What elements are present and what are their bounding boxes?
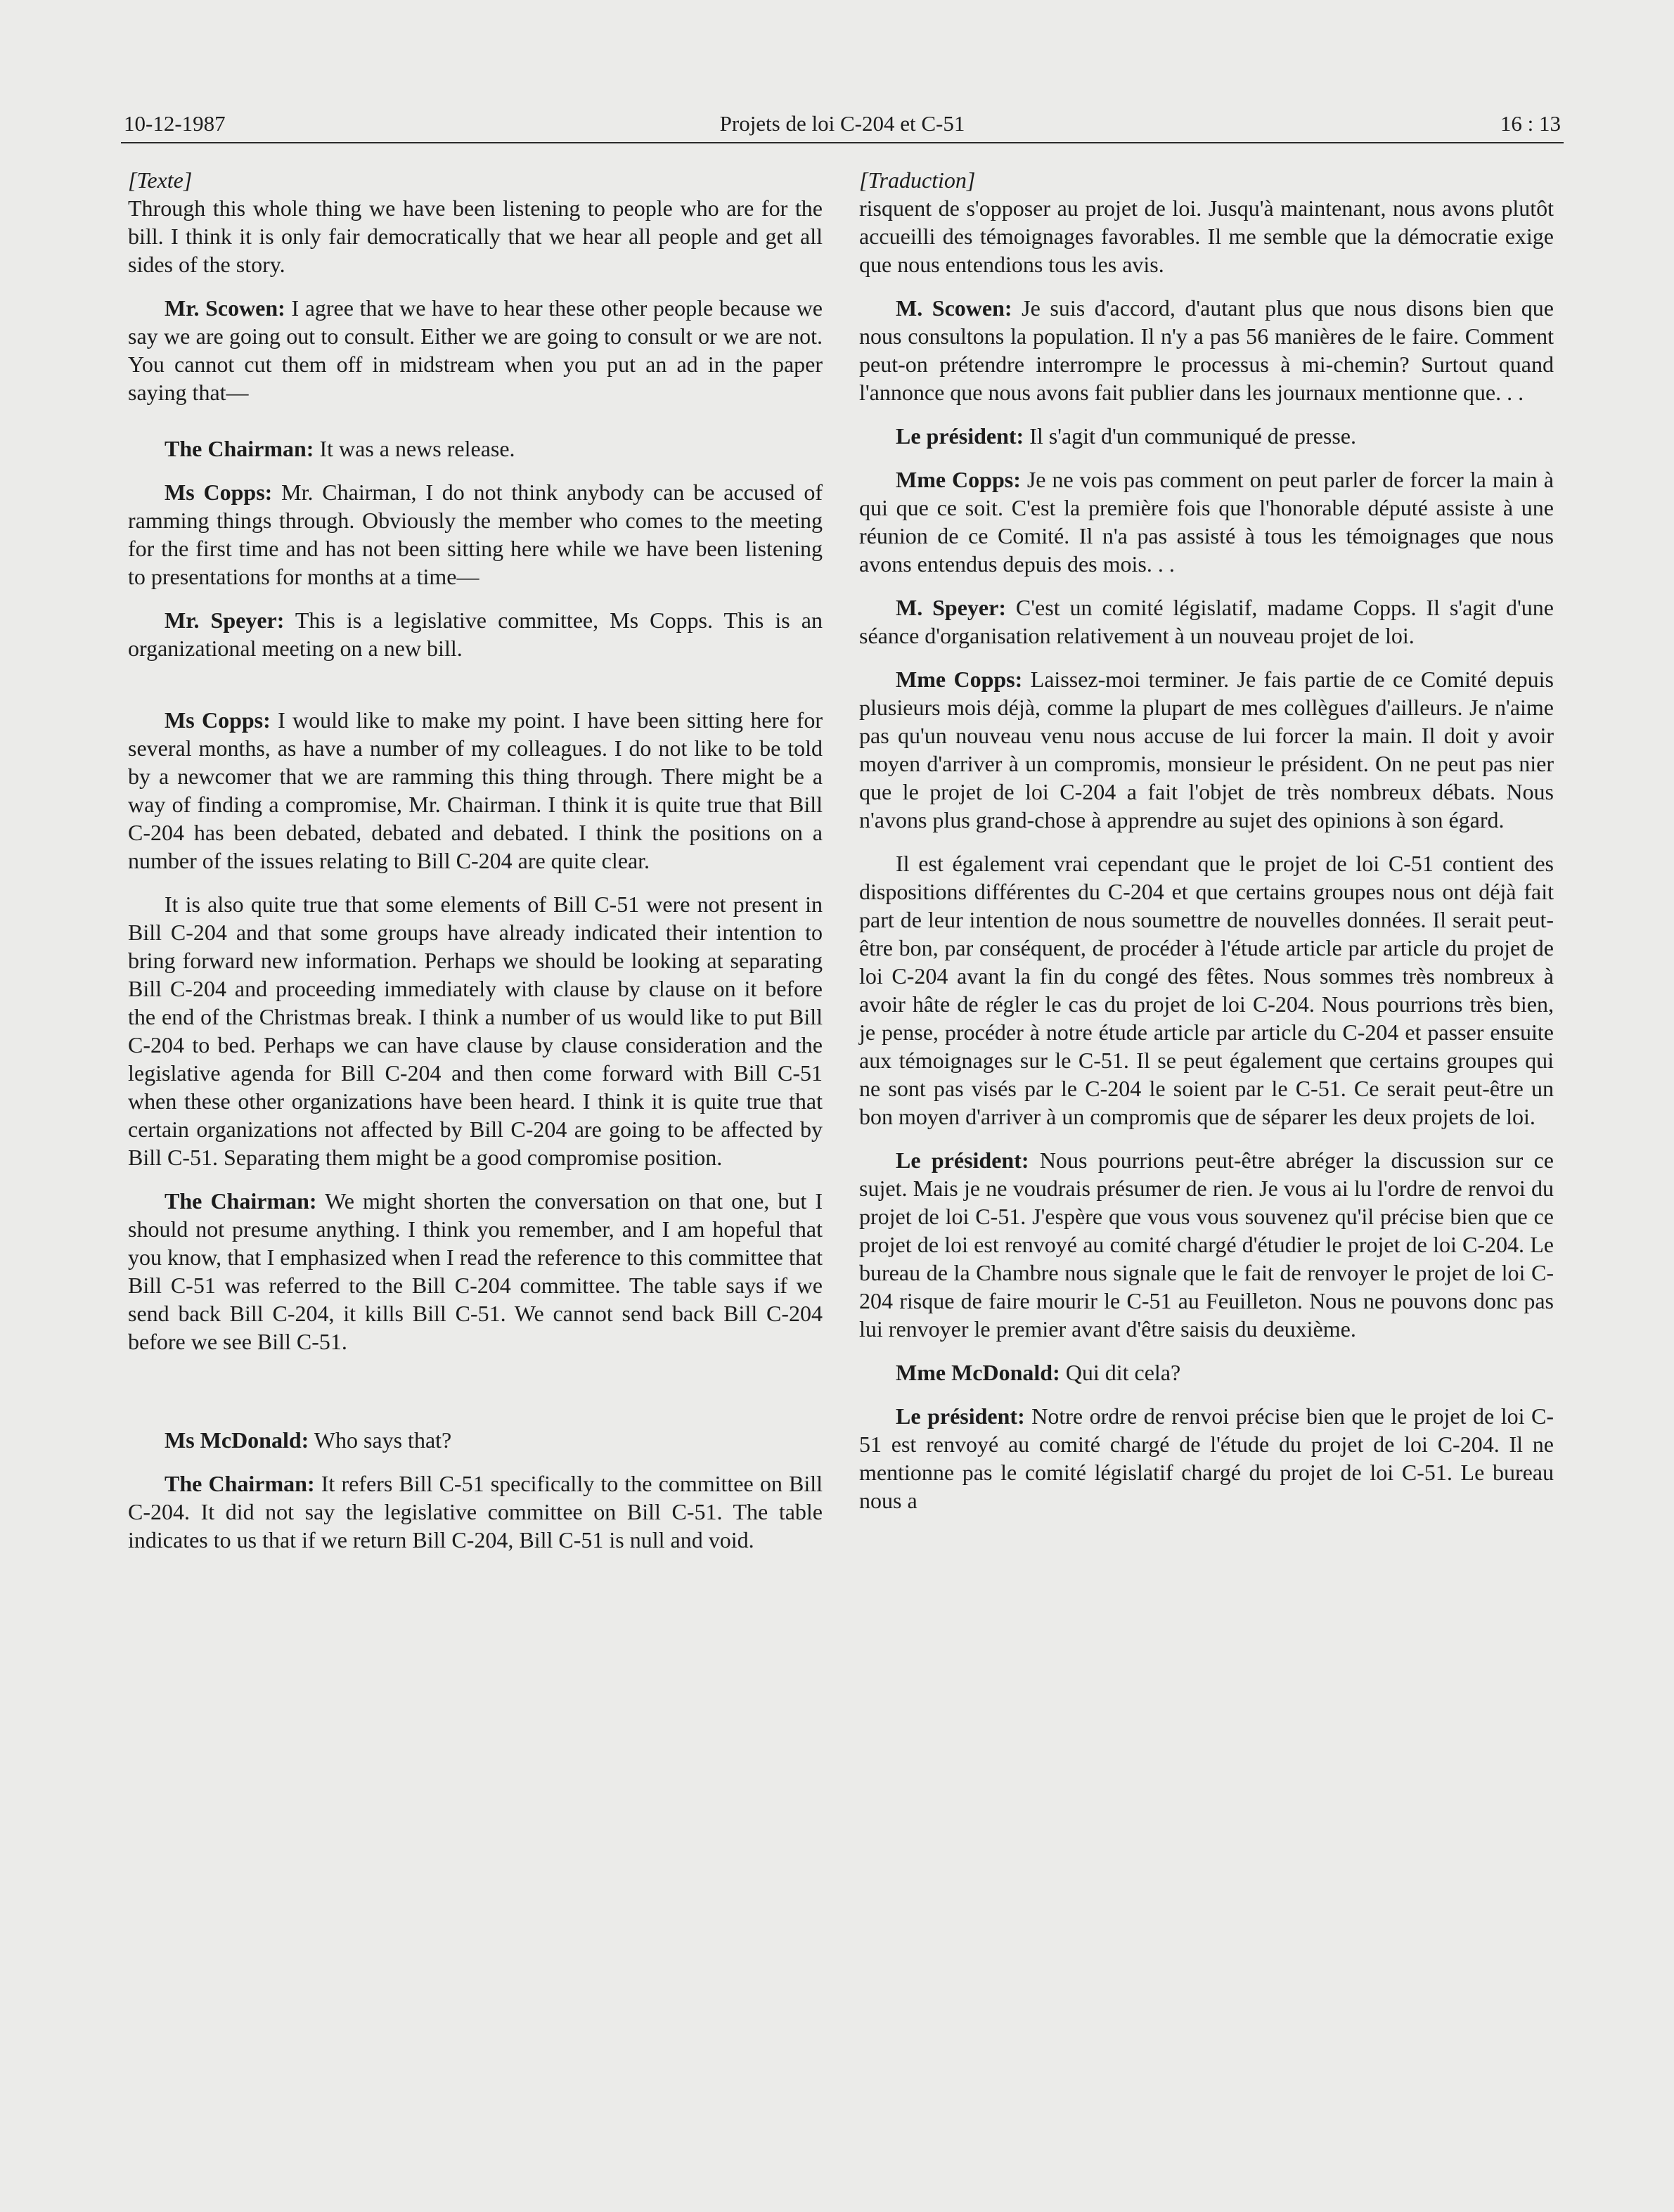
speech-text: Laissez-moi terminer. Je fais partie de ce Comité depuis plusieurs mois déjà, comme la plupart de mes collègues d'ailleurs. Je n'aime pas qu'un nouveau venu nous accuse de lui forcer la main. Il doit y avoir moyen d'arriver à un compromis, monsieur le président. On ne peut pas nier que le projet de loi C-204 a fait l'objet de très nombreux débats. Nous n'avons plus grand-chose à apprendre au sujet des opinions à son égard. bbox=[859, 667, 1554, 832]
speech-text: Mr. Chairman, I do not think anybody can be accused of ramming things through. Obviously the member who comes to the meeting for the first time and has not been sitting here while we have been listening to presentations for months at a time— bbox=[128, 480, 823, 589]
speech-text: Je suis d'accord, d'autant plus que nous disons bien que nous consultons la population. Il n'y a pas 56 manières de le faire. Comment peut-on prétendre interrompre le processus à mi-chemin? Surtout quand l'annonce que nous avons fait publier dans les journaux mentionne que. . . bbox=[859, 295, 1554, 405]
speech-paragraph bbox=[859, 465, 1554, 578]
speaker-name: Mme McDonald: bbox=[896, 1360, 1060, 1385]
speech-paragraph bbox=[128, 435, 823, 463]
column-tag: [Texte] bbox=[128, 167, 193, 193]
header-rule bbox=[121, 142, 1564, 143]
speaker-name: The Chairman: bbox=[165, 1471, 315, 1496]
speech-text: Notre ordre de renvoi précise bien que le projet de loi C-51 est renvoyé au comité chargé de l'étude du projet de loi C-204. Il ne mentionne pas le comité législatif chargé du projet de loi C-51. Le bureau nous a bbox=[859, 1403, 1554, 1513]
speech-paragraph bbox=[128, 478, 823, 591]
speech-text: Il s'agit d'un communiqué de presse. bbox=[1024, 423, 1356, 449]
speech-paragraph bbox=[128, 1187, 823, 1356]
speaker-name: Le président: bbox=[896, 1403, 1025, 1429]
speech-paragraph bbox=[128, 706, 823, 875]
speaker-name: Ms Copps: bbox=[165, 480, 273, 505]
speaker-name: Mr. Scowen: bbox=[165, 295, 285, 321]
speech-text: It refers Bill C-51 specifically to the committee on Bill C-204. It did not say the legislative committee on Bill C-51. The table indicates to us that if we return Bill C-204, Bill C-51 is null and void. bbox=[128, 1471, 823, 1552]
speech-text: C'est un comité législatif, madame Copps. Il s'agit d'une séance d'organisation relativement à un nouveau projet de loi. bbox=[859, 595, 1554, 648]
french-column bbox=[859, 166, 1554, 1530]
speaker-name: Mme Copps: bbox=[896, 467, 1021, 492]
speech-text: We might shorten the conversation on that one, but I should not presume anything. I think you remember, and I am hopeful that you know, that I emphasized when I read the reference to this committee that Bill C-51 was referred to the Bill C-204 committee. The table says if we send back Bill C-204, it kills Bill C-51. We cannot send back Bill C-204 before we see Bill C-51. bbox=[128, 1188, 823, 1354]
speaker-name: Ms McDonald: bbox=[165, 1427, 309, 1453]
speech-paragraph bbox=[859, 422, 1554, 450]
speech-text: Who says that? bbox=[309, 1427, 452, 1453]
paragraph: It is also quite true that some elements of Bill C-51 were not present in Bill C-204 and that some groups have already indicated their intention to bring forward new information. Perhaps we should be looking at separating Bill C-204 and proceeding immediately with clause by clause on it before the end of the Christmas break. I think a number of us would like to put Bill C-204 to bed. Perhaps we can have clause by clause consideration and the legislative agenda for Bill C-204 and then come forward with Bill C-51 when these other organizations have been heard. I think it is quite true that certain organizations not affected by Bill C-204 are going to be affected by Bill C-51. Separating them might be a good compromise position. bbox=[128, 892, 823, 1170]
speech-paragraph bbox=[859, 1402, 1554, 1515]
speech-paragraph bbox=[128, 606, 823, 662]
paragraph: Through this whole thing we have been listening to people who are for the bill. I think it is only fair democratically that we hear all people and get all sides of the story. bbox=[128, 195, 823, 277]
speech-text: This is a legislative committee, Ms Copps. This is an organizational meeting on a new bill. bbox=[128, 607, 823, 661]
speech-paragraph bbox=[859, 1358, 1554, 1387]
page-header bbox=[121, 107, 1564, 141]
speech-text: Qui dit cela? bbox=[1060, 1360, 1181, 1385]
header-date: 10-12-1987 bbox=[124, 111, 226, 136]
speaker-name: Le président: bbox=[896, 1147, 1029, 1173]
speech-paragraph bbox=[128, 294, 823, 406]
english-column bbox=[128, 166, 823, 1569]
column-tag: [Traduction] bbox=[859, 167, 976, 193]
speaker-name: M. Scowen: bbox=[896, 295, 1012, 321]
speech-paragraph bbox=[128, 1470, 823, 1554]
header-page-number: 16 : 13 bbox=[1500, 111, 1561, 136]
speech-text: I would like to make my point. I have been sitting here for several months, as have a number of my colleagues. I do not like to be told by a newcomer that we are ramming this thing through. There might be a way of finding a compromise, Mr. Chairman. I think it is quite true that Bill C-204 has been debated, debated and debated. I think the positions on a number of the issues relating to Bill C-204 are quite clear. bbox=[128, 707, 823, 873]
speaker-name: M. Speyer: bbox=[896, 595, 1006, 620]
speaker-name: Ms Copps: bbox=[165, 707, 271, 733]
speech-paragraph bbox=[859, 1146, 1554, 1343]
speech-text: Nous pourrions peut-être abréger la discussion sur ce sujet. Mais je ne voudrais présumer de rien. Je vous ai lu l'ordre de renvoi du projet de loi C-51. J'espère que vous vous souvenez qu'il précise bien que ce projet de loi est renvoyé au comité chargé d'étudier le projet de loi C-204. Le bureau de la Chambre nous signale que le fait de renvoyer le projet de loi C-204 risque de faire mourir le C-51 au Feuilleton. Nous ne pouvons donc pas lui renvoyer le premier avant d'être saisis du deuxième. bbox=[859, 1147, 1554, 1342]
speech-paragraph bbox=[859, 593, 1554, 650]
speech-paragraph bbox=[859, 294, 1554, 406]
speech-text: Je ne vois pas comment on peut parler de forcer la main à qui que ce soit. C'est la première fois que l'honorable député assiste à une réunion de ce Comité. Il n'a pas assisté à tous les témoignages que nous avons entendus depuis des mois. . . bbox=[859, 467, 1554, 577]
speaker-name: Le président: bbox=[896, 423, 1024, 449]
speech-paragraph bbox=[859, 665, 1554, 834]
speaker-name: The Chairman: bbox=[165, 1188, 317, 1214]
paragraph: risquent de s'opposer au projet de loi. Jusqu'à maintenant, nous avons plutôt accueilli des témoignages favorables. Il me semble que la démocratie exige que nous entendions tous les avis. bbox=[859, 195, 1554, 277]
speech-text: I agree that we have to hear these other people because we say we are going out to consult. Either we are going to consult or we are not. You cannot cut them off in midstream when you put an ad in the paper saying that— bbox=[128, 295, 823, 405]
paragraph: Il est également vrai cependant que le projet de loi C-51 contient des dispositions différentes du C-204 et que certains groupes nous ont déjà fait part de leur intention de nous soumettre de nouvelles données. Il serait peut-être bon, par conséquent, de procéder à l'étude article par article du projet de loi C-204 avant la fin du congé des fêtes. Nous sommes très nombreux à avoir hâte de régler le cas du projet de loi C-204. Nous pourrions très bien, je pense, procéder à notre étude article par article du C-204 et passer ensuite aux témoignages sur le C-51. Il se peut également que certains groupes qui ne sont pas visés par le C-204 le soient par le C-51. Ce serait peut-être un bon moyen d'arriver à un compromis que de séparer les deux projets de loi. bbox=[859, 851, 1554, 1129]
speech-paragraph bbox=[128, 1426, 823, 1454]
speech-text: It was a news release. bbox=[314, 436, 515, 461]
speaker-name: Mr. Speyer: bbox=[165, 607, 285, 633]
speaker-name: The Chairman: bbox=[165, 436, 314, 461]
header-title: Projets de loi C-204 et C-51 bbox=[719, 111, 965, 136]
speaker-name: Mme Copps: bbox=[896, 667, 1023, 692]
